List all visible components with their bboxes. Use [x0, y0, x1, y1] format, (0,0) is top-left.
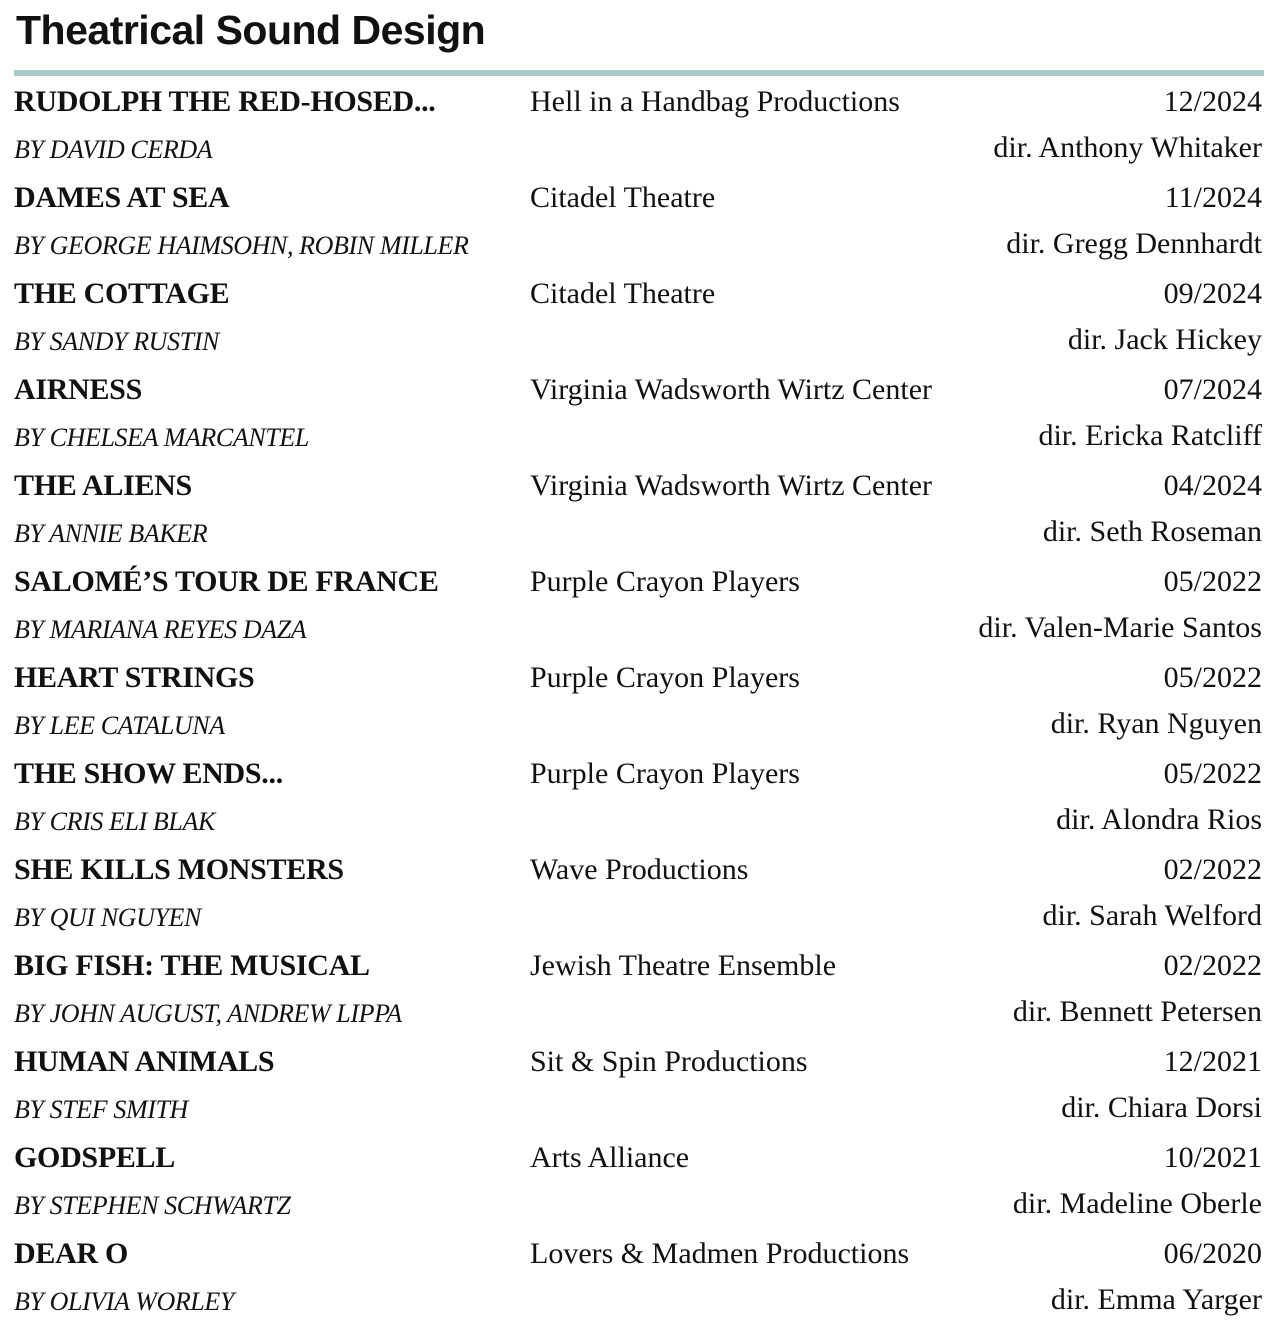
entry-main-line — [14, 750, 1264, 798]
production-title: THE SHOW ENDS... — [14, 757, 283, 790]
production-title: GODSPELL — [14, 1141, 175, 1174]
entry-main-line — [14, 174, 1264, 222]
production-entry — [14, 78, 1264, 174]
production-date: 07/2024 — [1163, 373, 1262, 406]
production-entry — [14, 942, 1264, 1038]
production-director: dir. Seth Roseman — [1042, 515, 1262, 548]
production-entry — [14, 270, 1264, 366]
production-director: dir. Sarah Welford — [1042, 899, 1262, 932]
production-entry — [14, 1038, 1264, 1134]
production-title: RUDOLPH THE RED-HOSED... — [14, 85, 436, 118]
entry-main-line — [14, 270, 1264, 318]
production-entry — [14, 1230, 1264, 1326]
production-author: BY MARIANA REYES DAZA — [14, 615, 307, 644]
production-venue: Purple Crayon Players — [530, 757, 800, 790]
production-title: DEAR O — [14, 1237, 129, 1270]
production-director: dir. Gregg Dennhardt — [1006, 227, 1262, 260]
production-title: DAMES AT SEA — [14, 181, 230, 214]
entry-main-line — [14, 366, 1264, 414]
production-date: 12/2024 — [1163, 85, 1262, 118]
production-entry — [14, 846, 1264, 942]
production-director: dir. Alondra Rios — [1056, 803, 1262, 836]
production-date: 11/2024 — [1164, 181, 1262, 214]
production-author: BY LEE CATALUNA — [14, 711, 225, 740]
production-date: 05/2022 — [1163, 565, 1262, 598]
entry-credit-line — [14, 702, 1264, 750]
production-author: BY GEORGE HAIMSOHN, ROBIN MILLER — [14, 231, 469, 260]
production-entry — [14, 1134, 1264, 1230]
entry-credit-line — [14, 126, 1264, 174]
production-director: dir. Chiara Dorsi — [1061, 1091, 1262, 1124]
entry-credit-line — [14, 414, 1264, 462]
production-venue: Sit & Spin Productions — [530, 1045, 808, 1078]
production-title: BIG FISH: THE MUSICAL — [14, 949, 370, 982]
production-author: BY JOHN AUGUST, ANDREW LIPPA — [14, 999, 402, 1028]
entry-credit-line — [14, 1182, 1264, 1230]
entry-main-line — [14, 558, 1264, 606]
entry-credit-line — [14, 1278, 1264, 1326]
production-director: dir. Madeline Oberle — [1012, 1187, 1262, 1220]
entry-main-line — [14, 942, 1264, 990]
production-title: THE ALIENS — [14, 469, 192, 502]
section-title: Theatrical Sound Design — [16, 7, 486, 53]
entry-credit-line — [14, 990, 1264, 1038]
entry-main-line — [14, 654, 1264, 702]
production-director: dir. Valen-Marie Santos — [978, 611, 1262, 644]
production-list — [14, 78, 1264, 1326]
production-date: 09/2024 — [1163, 277, 1262, 310]
production-author: BY DAVID CERDA — [14, 135, 213, 164]
production-title: AIRNESS — [14, 373, 142, 406]
production-venue: Virginia Wadsworth Wirtz Center — [530, 469, 932, 502]
production-date: 10/2021 — [1163, 1141, 1262, 1174]
section-divider — [14, 70, 1264, 76]
entry-credit-line — [14, 894, 1264, 942]
production-author: BY QUI NGUYEN — [14, 903, 201, 932]
entry-main-line — [14, 1134, 1264, 1182]
production-title: HEART STRINGS — [14, 661, 255, 694]
entry-main-line — [14, 846, 1264, 894]
production-venue: Arts Alliance — [530, 1141, 690, 1174]
entry-main-line — [14, 1038, 1264, 1086]
production-director: dir. Ryan Nguyen — [1050, 707, 1262, 740]
production-date: 02/2022 — [1163, 949, 1262, 982]
production-venue: Virginia Wadsworth Wirtz Center — [530, 373, 932, 406]
production-title: SALOMÉ’S TOUR DE FRANCE — [14, 565, 439, 598]
production-entry — [14, 366, 1264, 462]
production-venue: Citadel Theatre — [530, 181, 716, 214]
production-venue: Purple Crayon Players — [530, 565, 800, 598]
production-author: BY SANDY RUSTIN — [14, 327, 219, 356]
entry-credit-line — [14, 1086, 1264, 1134]
production-author: BY OLIVIA WORLEY — [14, 1287, 234, 1316]
entry-credit-line — [14, 798, 1264, 846]
production-entry — [14, 750, 1264, 846]
production-author: BY STEPHEN SCHWARTZ — [14, 1191, 291, 1220]
production-date: 12/2021 — [1163, 1045, 1262, 1078]
production-venue: Purple Crayon Players — [530, 661, 800, 694]
entry-main-line — [14, 1230, 1264, 1278]
production-title: THE COTTAGE — [14, 277, 230, 310]
production-venue: Hell in a Handbag Productions — [530, 85, 900, 118]
production-date: 05/2022 — [1163, 757, 1262, 790]
production-entry — [14, 462, 1264, 558]
production-author: BY STEF SMITH — [14, 1095, 188, 1124]
production-date: 06/2020 — [1163, 1237, 1262, 1270]
entry-credit-line — [14, 606, 1264, 654]
production-entry — [14, 654, 1264, 750]
entry-credit-line — [14, 318, 1264, 366]
entry-main-line — [14, 462, 1264, 510]
production-venue: Wave Productions — [530, 853, 749, 886]
entry-credit-line — [14, 222, 1264, 270]
production-venue: Jewish Theatre Ensemble — [530, 949, 837, 982]
production-director: dir. Anthony Whitaker — [993, 131, 1262, 164]
production-director: dir. Ericka Ratcliff — [1038, 419, 1262, 452]
production-author: BY ANNIE BAKER — [14, 519, 208, 548]
production-venue: Lovers & Madmen Productions — [530, 1237, 910, 1270]
production-director: dir. Emma Yarger — [1050, 1283, 1262, 1316]
production-author: BY CHELSEA MARCANTEL — [14, 423, 309, 452]
production-date: 02/2022 — [1163, 853, 1262, 886]
production-entry — [14, 558, 1264, 654]
production-entry — [14, 174, 1264, 270]
production-director: dir. Bennett Petersen — [1012, 995, 1262, 1028]
production-date: 05/2022 — [1163, 661, 1262, 694]
entry-main-line — [14, 78, 1264, 126]
production-author: BY CRIS ELI BLAK — [14, 807, 215, 836]
entry-credit-line — [14, 510, 1264, 558]
production-date: 04/2024 — [1163, 469, 1262, 502]
production-director: dir. Jack Hickey — [1067, 323, 1262, 356]
production-venue: Citadel Theatre — [530, 277, 716, 310]
production-title: HUMAN ANIMALS — [14, 1045, 275, 1078]
production-title: SHE KILLS MONSTERS — [14, 853, 344, 886]
